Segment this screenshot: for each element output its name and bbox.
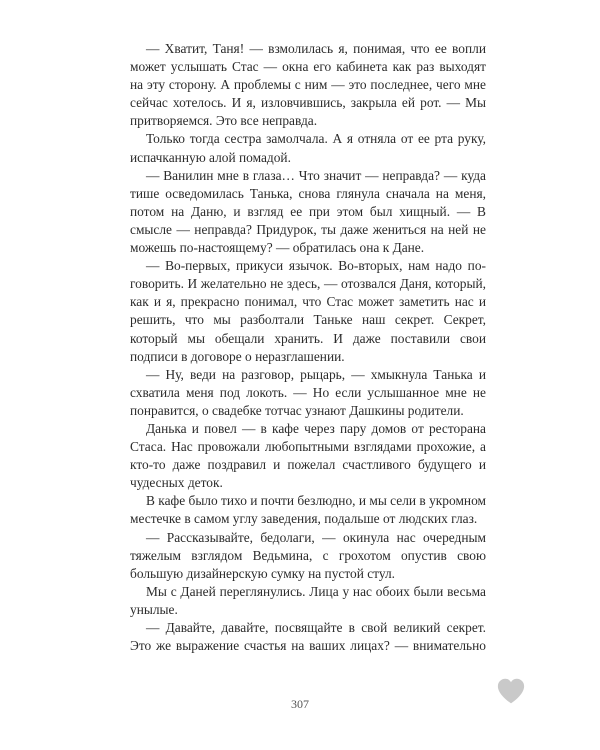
heart-icon	[497, 677, 525, 705]
heart-shape	[498, 679, 524, 704]
paragraph-8: — Рассказывайте, бедолаги, — окинула нас очередным тяжелым взглядом Ведьмина, с грохотом опустив свою большую дизайнерскую сумку на пустой стул.	[130, 529, 486, 581]
paragraph-7: В кафе было тихо и почти безлюдно, и мы сели в укромном местечке в самом углу заведения, подальше от людских глаз.	[130, 493, 486, 527]
paragraph-4: — Во-первых, прикуси язычок. Во-вторых, нам надо поговорить. И желательно не здесь, — отозвался Даня, который, как и я, прекрасно понимал, что Стас может заметить нас и решить, что мы разболтали Таньке наш секрет. Секрет, который мы обещали хранить. И даже поставили свои подписи в договоре о неразглашении.	[130, 258, 486, 364]
paragraph-10: — Давайте, давайте, посвящайте в свой великий секрет. Это же выражение счастья на ваших лицах? — внимательно	[130, 620, 486, 654]
paragraph-6: Данька и повел — в кафе через пару домов от ресторана Стаса. Нас провожали любопытными взглядами прохожие, а кто-то даже поздравил и пожелал счастливого будущего и чудесных деток.	[130, 420, 486, 491]
paragraph-9: Мы с Даней переглянулись. Лица у нас обоих были весьма унылые.	[130, 583, 486, 617]
paragraph-1: — Хватит, Таня! — взмолилась я, понимая, что ее вопли может услышать Стас — окна его кабинета как раз выходят на эту сторону. А проблемы с ним — это последнее, чего мне сейчас хотелось. И я, изловчившись, закрыла ей рот. — Мы притворяемся. Это все неправда.	[130, 41, 486, 129]
page-number: 307	[291, 697, 309, 711]
paragraph-2: Только тогда сестра замолчала. А я отняла от ее рта руку, испачканную алой помадой.	[130, 131, 486, 165]
paragraph-3: — Ванилин мне в глаза… Что значит — неправда? — куда тише осведомилась Танька, снова глянула сначала на меня, потом на Даню, и взгляд ее при этом был хищный. — В смысле — неправда? Придурок, ты даже жениться на ней не можешь по-настоящему? — обратилась она к Дане.	[130, 167, 486, 256]
paragraph-5: — Ну, веди на разговор, рыцарь, — хмыкнула Танька и схватила меня под локоть. — Но если услышанное мне не понравится, о свадебке тотчас узнают Дашкины родители.	[130, 366, 486, 418]
body-text	[130, 40, 486, 655]
